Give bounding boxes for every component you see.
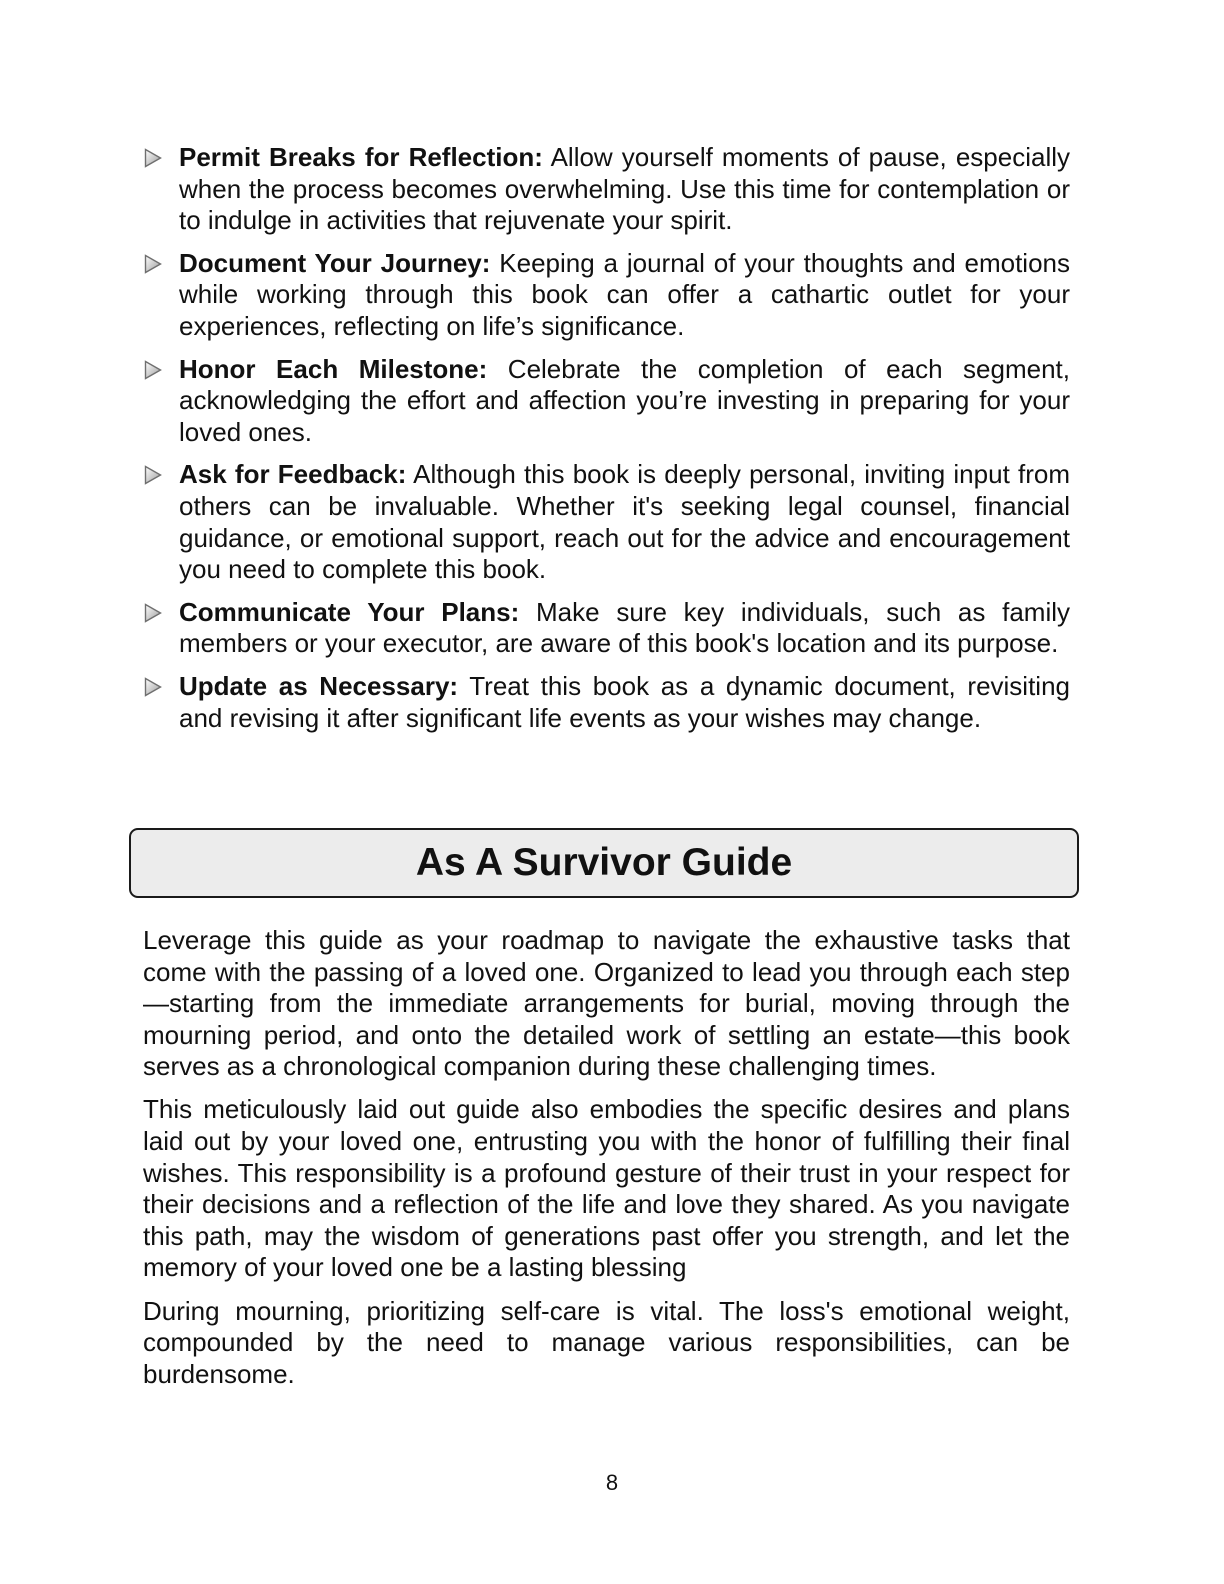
paragraph: During mourning, prioritizing self-care is vital. The loss's emotional weight, compounded by the need to manage various responsibilities, can be burdensome. — [143, 1295, 1070, 1389]
list-item-text: Allow yourself moments of pause, especially when the process becomes overwhelming. Use this time for contemplation or to indulge in activities that rejuvenate your spirit. — [179, 142, 1071, 236]
list-item-text: Keeping a journal of your thoughts and emotions while working through this book can offer a cathartic outlet for your experiences, reflecting on life’s significance. — [179, 247, 1070, 341]
paragraph: This meticulously laid out guide also embodies the specific desires and plans laid out by your loved one, entrusting you with the honor of fulfilling their final wishes. This responsibility is a profound gesture of their trust in your respect for their decisions and a reflection of the life and love they shared. As you navigate this path, may the wisdom of generations past offer you strength, and let the memory of your loved one be a lasting blessing — [143, 1094, 1070, 1283]
list-item — [143, 248, 1070, 343]
section-header-box — [129, 828, 1079, 898]
triangle-arrow-icon — [144, 465, 162, 485]
list-item-text: Although this book is deeply personal, inviting input from others can be invaluable. Whether it's seeking legal counsel, financial guidance, or emotional support, reach out for the advice and encouragement you need to complete this book. — [179, 459, 1070, 585]
list-item-title: Ask for Feedback: — [179, 459, 407, 490]
triangle-arrow-icon — [144, 148, 162, 168]
list-item-title: Honor Each Milestone: — [179, 353, 488, 384]
section-body — [143, 925, 1070, 1402]
list-item-text: Make sure key individuals, such as family members or your executor, are aware of this book's location and its purpose. — [179, 596, 1070, 659]
triangle-arrow-icon — [144, 360, 162, 380]
list-item — [143, 142, 1070, 237]
triangle-arrow-icon — [144, 677, 162, 697]
paragraph: Leverage this guide as your roadmap to navigate the exhaustive tasks that come with the passing of a loved one. Organized to lead you through each step—starting from the immediate arrangements for burial, moving through the mourning period, and onto the detailed work of settling an estate—this book serves as a chronological companion during these challenging times. — [143, 925, 1070, 1082]
list-item-title: Document Your Journey: — [179, 247, 491, 278]
tips-list — [143, 142, 1070, 745]
section-title: As A Survivor Guide — [415, 841, 793, 884]
list-item-text: Celebrate the completion of each segment, acknowledging the effort and affection you’re investing in preparing for your loved ones. — [179, 353, 1070, 447]
list-item — [143, 354, 1070, 449]
list-item-title: Communicate Your Plans: — [179, 596, 520, 627]
list-item-text: Treat this book as a dynamic document, revisiting and revising it after significant life events as your wishes may change. — [179, 670, 1071, 733]
list-item — [143, 459, 1070, 585]
triangle-arrow-icon — [144, 254, 162, 274]
list-item — [143, 671, 1070, 734]
triangle-arrow-icon — [144, 603, 162, 623]
list-item — [143, 597, 1070, 660]
list-item-title: Update as Necessary: — [179, 670, 459, 701]
list-item-title: Permit Breaks for Reflection: — [179, 142, 543, 172]
page-number: 8 — [605, 1470, 619, 1495]
